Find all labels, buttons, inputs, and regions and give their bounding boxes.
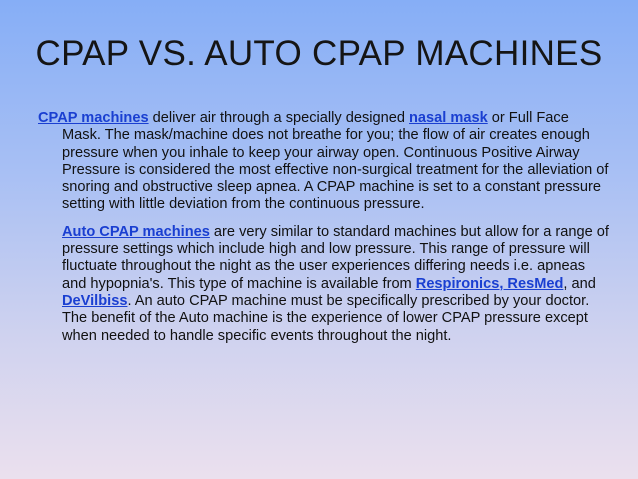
link-cpap-machines[interactable]: CPAP machines [38, 110, 149, 126]
link-respironics-resmed[interactable]: Respironics, ResMed [415, 275, 564, 292]
paragraph-auto-text-2: , and [563, 275, 596, 292]
paragraph-cpap-text-1: deliver air through a specially designed [148, 110, 410, 126]
paragraph-auto-text-3: . An auto CPAP machine must be specifically prescribed by your doctor. The benefit of the Auto machine is the experience of lower CPAP pressure except when needed to handle specific events throughout the night. [62, 292, 590, 344]
paragraph-auto-text-1: are very similar to standard machines but allow for a range of pressure settings which include high and low pressure. This range of pressure will fluctuate throughout the night as the user experiences differing needs i.e. apneas and hypopnia's. This type of machine is available from [62, 223, 609, 292]
paragraph-cpap-text-2: or Full Face Mask. The mask/machine does not breathe for you; the flow of air creates enough pressure when you inhale to keep your airway open. Continuous Positive Airway Pressure is considered the most effective non-surgical treatment for the alleviation of snoring and obstructive sleep apnea. A CPAP machine is set to a constant pressure setting with little deviation from the continuous pressure. [62, 110, 609, 213]
paragraph-cpap [38, 110, 610, 214]
link-devilbiss[interactable]: DeVilbiss [62, 292, 128, 309]
paragraph-auto-cpap [62, 224, 610, 345]
slide-title: CPAP VS. AUTO CPAP MACHINES [35, 34, 603, 73]
link-auto-cpap-machines[interactable]: Auto CPAP machines [62, 223, 210, 240]
link-nasal-mask[interactable]: nasal mask [409, 110, 488, 126]
slide-body [38, 110, 610, 345]
